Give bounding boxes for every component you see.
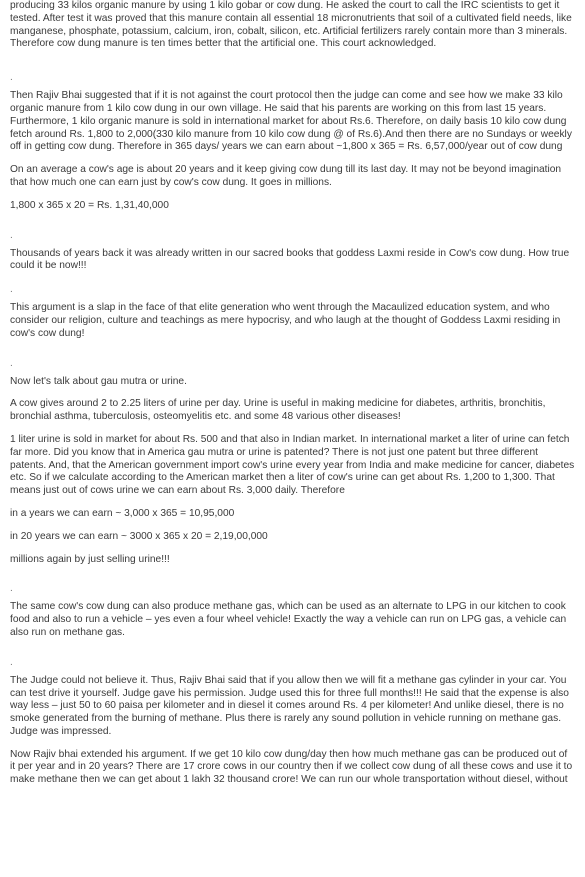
paragraph-urine-market: 1 liter urine is sold in market for about Rs. 500 and that also in Indian market. In international market a liter of urine can fetch far more. Did you know that in America gau mutra or urine is patented? There is not just one patent but three different patents. And, that the American government import cow's urine every year from India and make medicine for cancer, diabetes etc. So if we calculate according to the American market then a liter of cow's urine can get about Rs. 1,200 to 1,300. That means just out of cows urine we can earn about Rs. 3,000 daily. Therefore xyxy=(10,433,575,497)
paragraph-cow-age: On an average a cow's age is about 20 years and it keep giving cow dung till its last day. It may not be beyond imagination that how much one can earn just by cow's cow dung. It goes in millions. xyxy=(10,164,562,188)
separator-dot: . xyxy=(10,229,13,241)
separator-dot: . xyxy=(10,357,13,369)
paragraph-methane-gas: The same cow's cow dung can also produce methane gas, which can be used as an alternate to LPG in our kitchen to cook food and also to run a vehicle – yes even a four wheel vehicle! Exactly the way a vehicle can run on LPG gas, a vehicle can also run on methane gas. xyxy=(10,601,567,638)
paragraph-manure-test: producing 33 kilos organic manure by using 1 kilo gobar or cow dung. He asked the court to call the IRC scientists to get it tested. After test it was proved that this manure contain all essential 18 micronutrients that soil of a cultivated field needs, like manganese, phosphate, potassium, calcium, iron, cobalt, silicon, etc. Artificial fertilizers rarely contain more than 3 minerals. Therefore cow dung manure is ten times better that the artificial one. This court acknowledged. xyxy=(10,0,572,50)
paragraph-court-visit: Then Rajiv Bhai suggested that if it is not against the court protocol then the judge can come and see how we make 33 kilo organic manure from 1 kilo cow dung in our own village. He said that his parents are working on this from last 15 years. Furthermore, 1 kilo organic manure is sold in international market for about Rs.6. Therefore, on daily basis 10 kilo cow dung fetch around Rs. 1,800 to 2,000(330 kilo manure from 10 kilo cow dung @ of Rs.6).And then there are no Sundays or weekly off in getting cow dung. Therefore in 365 days/ years we can earn about ~1,800 x 365 = Rs. 6,57,000/year out of cow dung xyxy=(10,90,572,153)
separator-dot: . xyxy=(10,284,13,296)
paragraph-methane-argument: Now Rajiv bhai extended his argument. If we get 10 kilo cow dung/day then how much methane gas can be produced out of it per year and in 20 years? There are 17 crore cows in our country then if we collect cow dung of all these cows and use it to make methane then we can get about 1 lakh 32 thousand crore! We can run our whole transportation without diesel, without xyxy=(10,748,573,786)
separator-dot: . xyxy=(10,72,13,84)
separator-dot: . xyxy=(10,583,13,595)
calculation-dung-earnings: 1,800 x 365 x 20 = Rs. 1,31,40,000 xyxy=(10,199,169,211)
paragraph-urine-uses: A cow gives around 2 to 2.25 liters of urine per day. Urine is useful in making medicine for diabetes, arthritis, bronchitis, bronchial asthma, tuberculosis, osteomyelitis etc. and some 48 various other diseases! xyxy=(10,398,546,423)
calculation-urine-20-years: in 20 years we can earn ~ 3000 x 365 x 20 = 2,19,00,000 xyxy=(10,530,268,542)
paragraph-judge-test: The Judge could not believe it. Thus, Rajiv Bhai said that if you allow then we will fit a methane gas cylinder in your car. You can test drive it yourself. Judge gave his permission. Judge used this for three full months!!! He said that the expense is also way less – just 50 to 60 paisa per kilometer and in diesel it comes around Rs. 4 per kilometer! And unlike diesel, there is no smoke generated from the burning of methane. Plus there is rarely any sound pollution in vehicle running on methane gas. Judge was impressed. xyxy=(10,674,569,737)
paragraph-urine-intro: Now let's talk about gau mutra or urine. xyxy=(10,375,187,387)
calculation-urine-year: in a years we can earn ~ 3,000 x 365 = 10,95,000 xyxy=(10,507,235,519)
paragraph-millions-urine: millions again by just selling urine!!! xyxy=(10,553,170,565)
paragraph-argument-slap: This argument is a slap in the face of that elite generation who went through the Macaulized education system, and who consider our religion, culture and teachings as mere hypocrisy, and who laugh at the thought of Goddess Laxmi residing in cow's cow dung! xyxy=(10,302,561,339)
separator-dot: . xyxy=(10,656,13,668)
paragraph-laxmi: Thousands of years back it was already written in our sacred books that goddess Laxmi reside in Cow's cow dung. How true could it be now!!! xyxy=(10,247,570,272)
